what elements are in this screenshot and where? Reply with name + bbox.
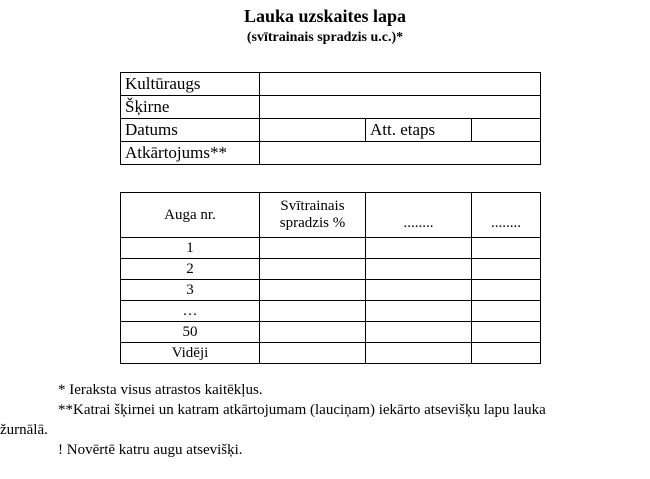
- col-extra-2: [472, 193, 541, 238]
- observation-header-row: [121, 193, 541, 238]
- table-row: [121, 301, 541, 322]
- observation-table: [120, 192, 541, 364]
- replicate-row: [121, 142, 541, 165]
- footnote-replicate: **Katrai šķirnei un katram atkārtojumam (lauciņam) iekārto atsevišķu lapu lauka: [58, 402, 546, 418]
- row-label: 1: [121, 238, 260, 259]
- date-value-cell[interactable]: [260, 119, 366, 142]
- col-plant-number: Auga nr.: [121, 193, 260, 238]
- crop-value-cell[interactable]: [260, 73, 541, 96]
- table-cell[interactable]: [260, 322, 366, 343]
- table-cell[interactable]: [366, 301, 472, 322]
- variety-value-cell[interactable]: [260, 96, 541, 119]
- crop-row: [121, 73, 541, 96]
- table-cell[interactable]: [472, 280, 541, 301]
- footnote-replicate-cont: žurnālā.: [0, 422, 48, 438]
- table-row: [121, 259, 541, 280]
- table-cell[interactable]: [366, 343, 472, 364]
- table-cell[interactable]: [366, 238, 472, 259]
- date-row: [121, 119, 541, 142]
- table-cell[interactable]: [260, 259, 366, 280]
- table-cell[interactable]: [472, 238, 541, 259]
- col-extra-2-label: ........: [491, 214, 521, 231]
- col-extra-1: [366, 193, 472, 238]
- row-label: Vidēji: [121, 343, 260, 364]
- stage-value-cell[interactable]: [472, 119, 541, 142]
- table-cell[interactable]: [260, 280, 366, 301]
- table-cell[interactable]: [366, 280, 472, 301]
- replicate-label: Atkārtojums**: [121, 142, 260, 165]
- row-label: 50: [121, 322, 260, 343]
- table-cell[interactable]: [366, 259, 472, 280]
- table-cell[interactable]: [260, 343, 366, 364]
- footnotes: [0, 380, 650, 460]
- table-cell[interactable]: [260, 301, 366, 322]
- info-table: [120, 72, 541, 165]
- table-cell[interactable]: [472, 322, 541, 343]
- col-extra-1-label: ........: [403, 214, 434, 231]
- variety-row: [121, 96, 541, 119]
- table-cell[interactable]: [472, 259, 541, 280]
- page-title: Lauka uzskaites lapa: [243, 6, 407, 26]
- table-row: [121, 343, 541, 364]
- page-subtitle: (svītrainais spradzis u.c.)*: [246, 30, 404, 45]
- table-cell[interactable]: [472, 301, 541, 322]
- footnote-pests: * Ieraksta visus atrastos kaitēkļus.: [58, 382, 263, 398]
- variety-label: Šķirne: [121, 96, 260, 119]
- row-label: 2: [121, 259, 260, 280]
- crop-label: Kultūraugs: [121, 73, 260, 96]
- stage-label: Att. etaps: [366, 119, 472, 142]
- row-label: 3: [121, 280, 260, 301]
- replicate-value-cell[interactable]: [260, 142, 541, 165]
- row-label: …: [121, 301, 260, 322]
- table-cell[interactable]: [260, 238, 366, 259]
- col-stripe-percent: Svītrainais spradzis %: [260, 193, 366, 238]
- footnote-assess: ! Novērtē katru augu atsevišķi.: [58, 442, 243, 458]
- table-row: [121, 238, 541, 259]
- date-label: Datums: [121, 119, 260, 142]
- table-row: [121, 280, 541, 301]
- table-cell[interactable]: [366, 322, 472, 343]
- table-cell[interactable]: [472, 343, 541, 364]
- table-row: [121, 322, 541, 343]
